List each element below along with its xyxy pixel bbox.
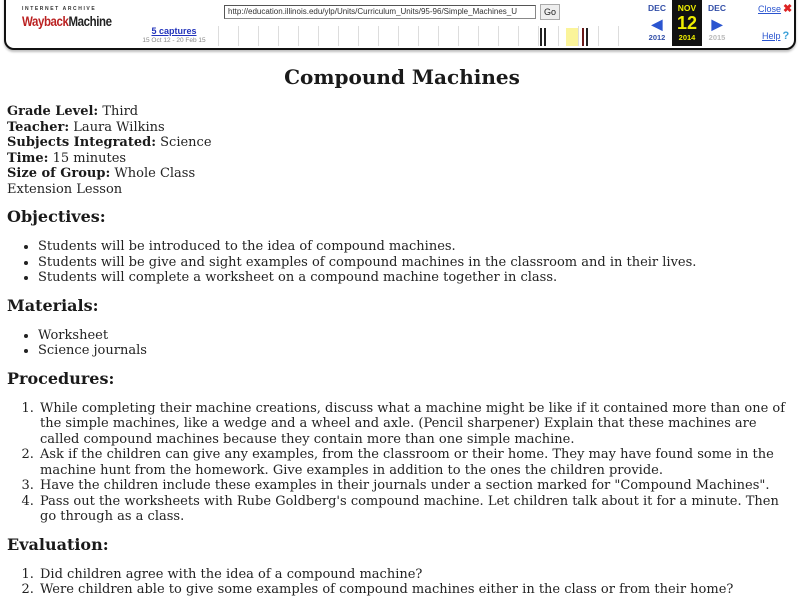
help-icon[interactable]: ?: [782, 30, 790, 42]
url-input[interactable]: http://education.illinois.edu/ylp/Units/Curriculum_Units/95-96/Simple_Machines_U: [224, 5, 536, 19]
meta-time: Time: 15 minutes: [7, 150, 127, 166]
current-capture: [672, 0, 702, 46]
meta-teacher: Teacher: Laura Wilkins: [7, 119, 165, 135]
logo-internet-archive: INTERNET ARCHIVE: [22, 6, 97, 12]
next-month: DEC: [708, 3, 726, 13]
objectives-list: [7, 239, 797, 286]
logo-wayback-machine: WaybackMachine: [22, 13, 112, 29]
current-year: 2014: [678, 33, 696, 42]
lesson-content: [7, 62, 797, 598]
meta-grade-level: Grade Level: Third: [7, 104, 139, 119]
list-item: 1. While completing their machine creations, discuss what a machine might be like if it contained more than one of the simple machines, like a wedge and a wheel and axle. (Pencil sharpener) Explain that these machines are called compound machines because they contain more than one simple machine.: [38, 401, 797, 448]
current-year-highlight: [566, 28, 578, 46]
prev-month: DEC: [648, 3, 666, 13]
list-item: • Students will complete a worksheet on a compound machine together in class.: [38, 270, 797, 286]
capture-bar[interactable]: [540, 28, 542, 46]
captures-range: 15 Oct 12 - 20 Feb 15: [142, 37, 206, 44]
capture-timeline[interactable]: [218, 26, 638, 48]
next-year: 2015: [708, 33, 726, 42]
meta-subjects: Subjects Integrated: Science: [7, 135, 212, 150]
current-month: NOV: [677, 3, 697, 13]
materials-list: [7, 328, 797, 359]
date-navigator: [646, 0, 736, 46]
current-day: 12: [676, 13, 698, 33]
close-toolbar[interactable]: [758, 2, 792, 15]
close-link[interactable]: Close: [758, 4, 782, 14]
list-item: • Science journals: [38, 343, 797, 359]
next-capture[interactable]: [702, 0, 732, 46]
list-item: 1. Did children agree with the idea of a compound machine?: [38, 567, 797, 583]
captures-info: [134, 26, 214, 44]
evaluation-list: [7, 567, 797, 598]
objectives-heading: Objectives:: [7, 207, 106, 226]
arrow-right-icon[interactable]: ▶: [711, 16, 723, 32]
list-item: • Students will be introduced to the idea of compound machines.: [38, 239, 797, 255]
arrow-left-icon[interactable]: ◀: [651, 16, 663, 32]
list-item: 2. Ask if the children can give any examples, from the classroom or their home. They may have found some in the machine hunt from the homework. Give examples in addition to the ones the children provide.: [38, 447, 797, 478]
materials-heading: Materials:: [7, 295, 99, 315]
procedures-list: [7, 401, 797, 525]
list-item: 4. Pass out the worksheets with Rube Goldberg's compound machine. Let children talk about it for a minute. Then go through as a class.: [38, 494, 797, 525]
procedures-heading: Procedures:: [7, 368, 115, 388]
wayback-logo[interactable]: [22, 6, 110, 28]
evaluation-heading: Evaluation:: [7, 534, 109, 554]
meta-group-size: Size of Group: Whole Class: [7, 166, 196, 181]
help[interactable]: [762, 30, 789, 42]
capture-bar[interactable]: [586, 28, 588, 46]
list-item: 2. Were children able to give some examples of compound machines either in the class or from their home?: [38, 582, 797, 598]
meta-extension: Extension Lesson: [7, 181, 123, 197]
page-title: Compound Machines: [284, 65, 520, 89]
lesson-meta: [7, 104, 797, 197]
close-icon[interactable]: ✖: [783, 3, 793, 15]
captures-link[interactable]: 5 captures: [151, 26, 197, 36]
list-item: • Students will be give and sight examples of compound machines in the classroom and in their lives.: [38, 255, 797, 271]
list-item: 3. Have the children include these examples in their journals under a section marked for "Compound Machines".: [38, 478, 797, 494]
help-link[interactable]: Help: [762, 31, 781, 41]
list-item: • Worksheet: [38, 328, 797, 344]
prev-capture[interactable]: [642, 0, 672, 46]
capture-bar-current[interactable]: [582, 28, 584, 46]
capture-bar[interactable]: [544, 28, 546, 46]
prev-year: 2012: [648, 33, 666, 42]
wayback-toolbar: [4, 0, 796, 50]
go-button[interactable]: Go: [540, 4, 560, 20]
